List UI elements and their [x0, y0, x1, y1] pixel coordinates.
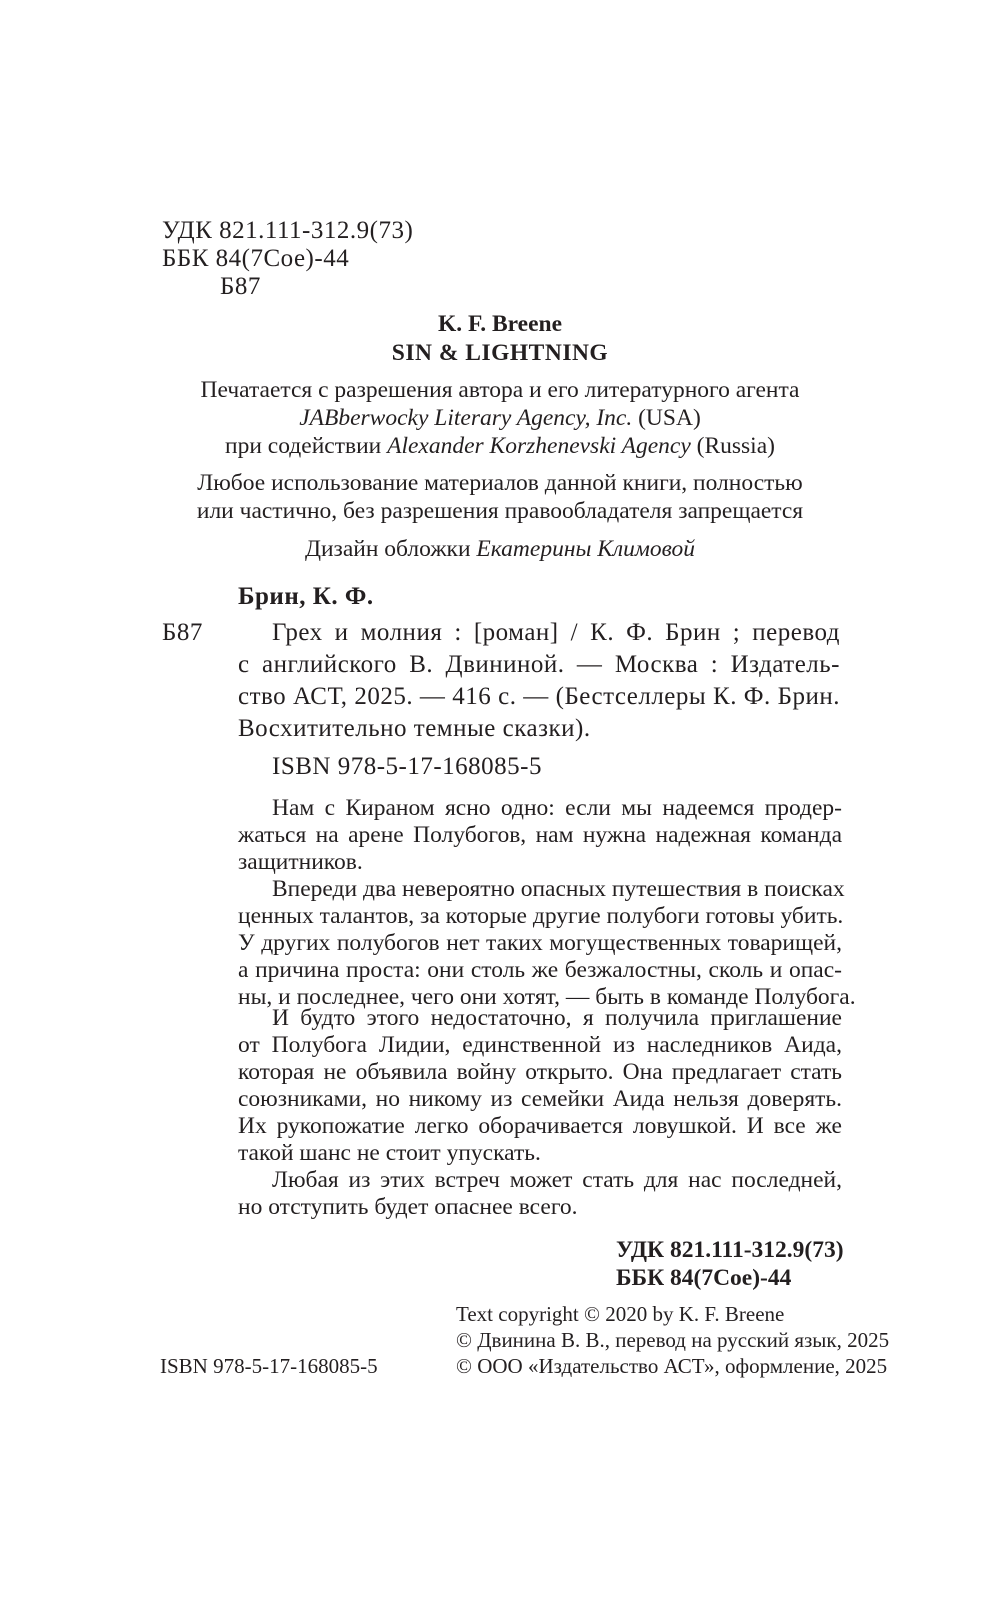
- annotation-line: Любая из этих встреч может стать для нас последней,: [272, 1167, 842, 1193]
- annotation-line: Нам с Кираном ясно одно: если мы надеемся продер-: [272, 795, 842, 821]
- rights-line-2: [0, 404, 1000, 433]
- catalog-description-line: с английского В. Двининой. — Москва : Издатель-: [238, 651, 840, 678]
- annotation-line: ценных талантов, за которые другие полубоги готовы убить.: [238, 903, 844, 929]
- annotation-line: союзниками, но никому из семейки Аида нельзя доверять.: [238, 1086, 842, 1112]
- isbn-bottom: ISBN 978-5-17-168085-5: [160, 1354, 378, 1378]
- author-mark-top: Б87: [220, 273, 261, 300]
- annotation-line: Их рукопожатие легко оборачивается ловушкой. И все же: [238, 1113, 842, 1139]
- usage-notice-line-1: Любое использование материалов данной книги, полностью: [197, 470, 803, 496]
- copyright-line: © ООО «Издательство АСТ», оформление, 2025: [456, 1354, 888, 1378]
- annotation-line: защитников.: [238, 849, 363, 875]
- cover-design-prefix: Дизайн обложки: [304, 536, 477, 562]
- agency-1-name: JABberwocky Literary Agency, Inc.: [299, 405, 633, 431]
- annotation-line: а причина проста: они столь же безжалостны, сколь и опас-: [238, 957, 842, 983]
- copyright-line: Text copyright © 2020 by K. F. Breene: [456, 1302, 785, 1326]
- bbk-code-top: ББК 84(7Сое)-44: [162, 245, 350, 272]
- catalog-author-heading: Брин, К. Ф.: [238, 583, 374, 610]
- annotation-line: от Полубога Лидии, единственной из наследников Аида,: [238, 1032, 842, 1058]
- annotation-line: которая не объявила войну открыто. Она предлагает стать: [238, 1059, 842, 1085]
- catalog-author-mark: Б87: [162, 619, 203, 646]
- catalog-description-line: ство АСТ, 2025. — 416 с. — (Бестселлеры К. Ф. Брин.: [238, 683, 840, 710]
- agency-2-name: Alexander Korzhenevski Agency: [387, 433, 691, 459]
- annotation-line: И будто этого недостаточно, я получила приглашение: [272, 1005, 842, 1031]
- usage-notice-line-2: или частично, без разрешения правообладателя запрещается: [196, 498, 804, 524]
- original-author: K. F. Breene: [437, 311, 563, 337]
- catalog-isbn: ISBN 978-5-17-168085-5: [272, 753, 543, 780]
- annotation-line: такой шанс не стоит упускать.: [238, 1140, 541, 1166]
- original-title: SIN & LIGHTNING: [391, 340, 609, 366]
- copyright-line: © Двинина В. В., перевод на русский язык, 2025: [456, 1328, 890, 1352]
- rights-line-1: Печатается с разрешения автора и его литературного агента: [200, 377, 800, 403]
- cover-designer-name: Екатерины Климовой: [476, 536, 696, 562]
- udk-code-bottom: УДК 821.111-312.9(73): [616, 1237, 844, 1263]
- bbk-code-bottom: ББК 84(7Сое)-44: [616, 1265, 792, 1291]
- agency-2-country: (Russia): [690, 433, 775, 459]
- rights-line-3-prefix: при содействии: [225, 433, 388, 459]
- annotation-line: жаться на арене Полубогов, нам нужна надежная команда: [238, 822, 842, 848]
- catalog-description-line: Восхитительно темные сказки).: [238, 715, 591, 742]
- annotation-line: У других полубогов нет таких могущественных товарищей,: [238, 930, 842, 956]
- udk-code-top: УДК 821.111-312.9(73): [162, 217, 414, 244]
- cover-design-credit: [0, 535, 1000, 564]
- annotation-line: ны, и последнее, чего они хотят, — быть в команде Полубога.: [238, 984, 856, 1010]
- rights-line-3: [0, 432, 1000, 461]
- annotation-line: Впереди два невероятно опасных путешествия в поисках: [272, 876, 845, 902]
- annotation-line: но отступить будет опаснее всего.: [238, 1194, 578, 1220]
- catalog-description-line: Грех и молния : [роман] / К. Ф. Брин ; перевод: [272, 619, 840, 646]
- agency-1-country: (USA): [632, 405, 701, 431]
